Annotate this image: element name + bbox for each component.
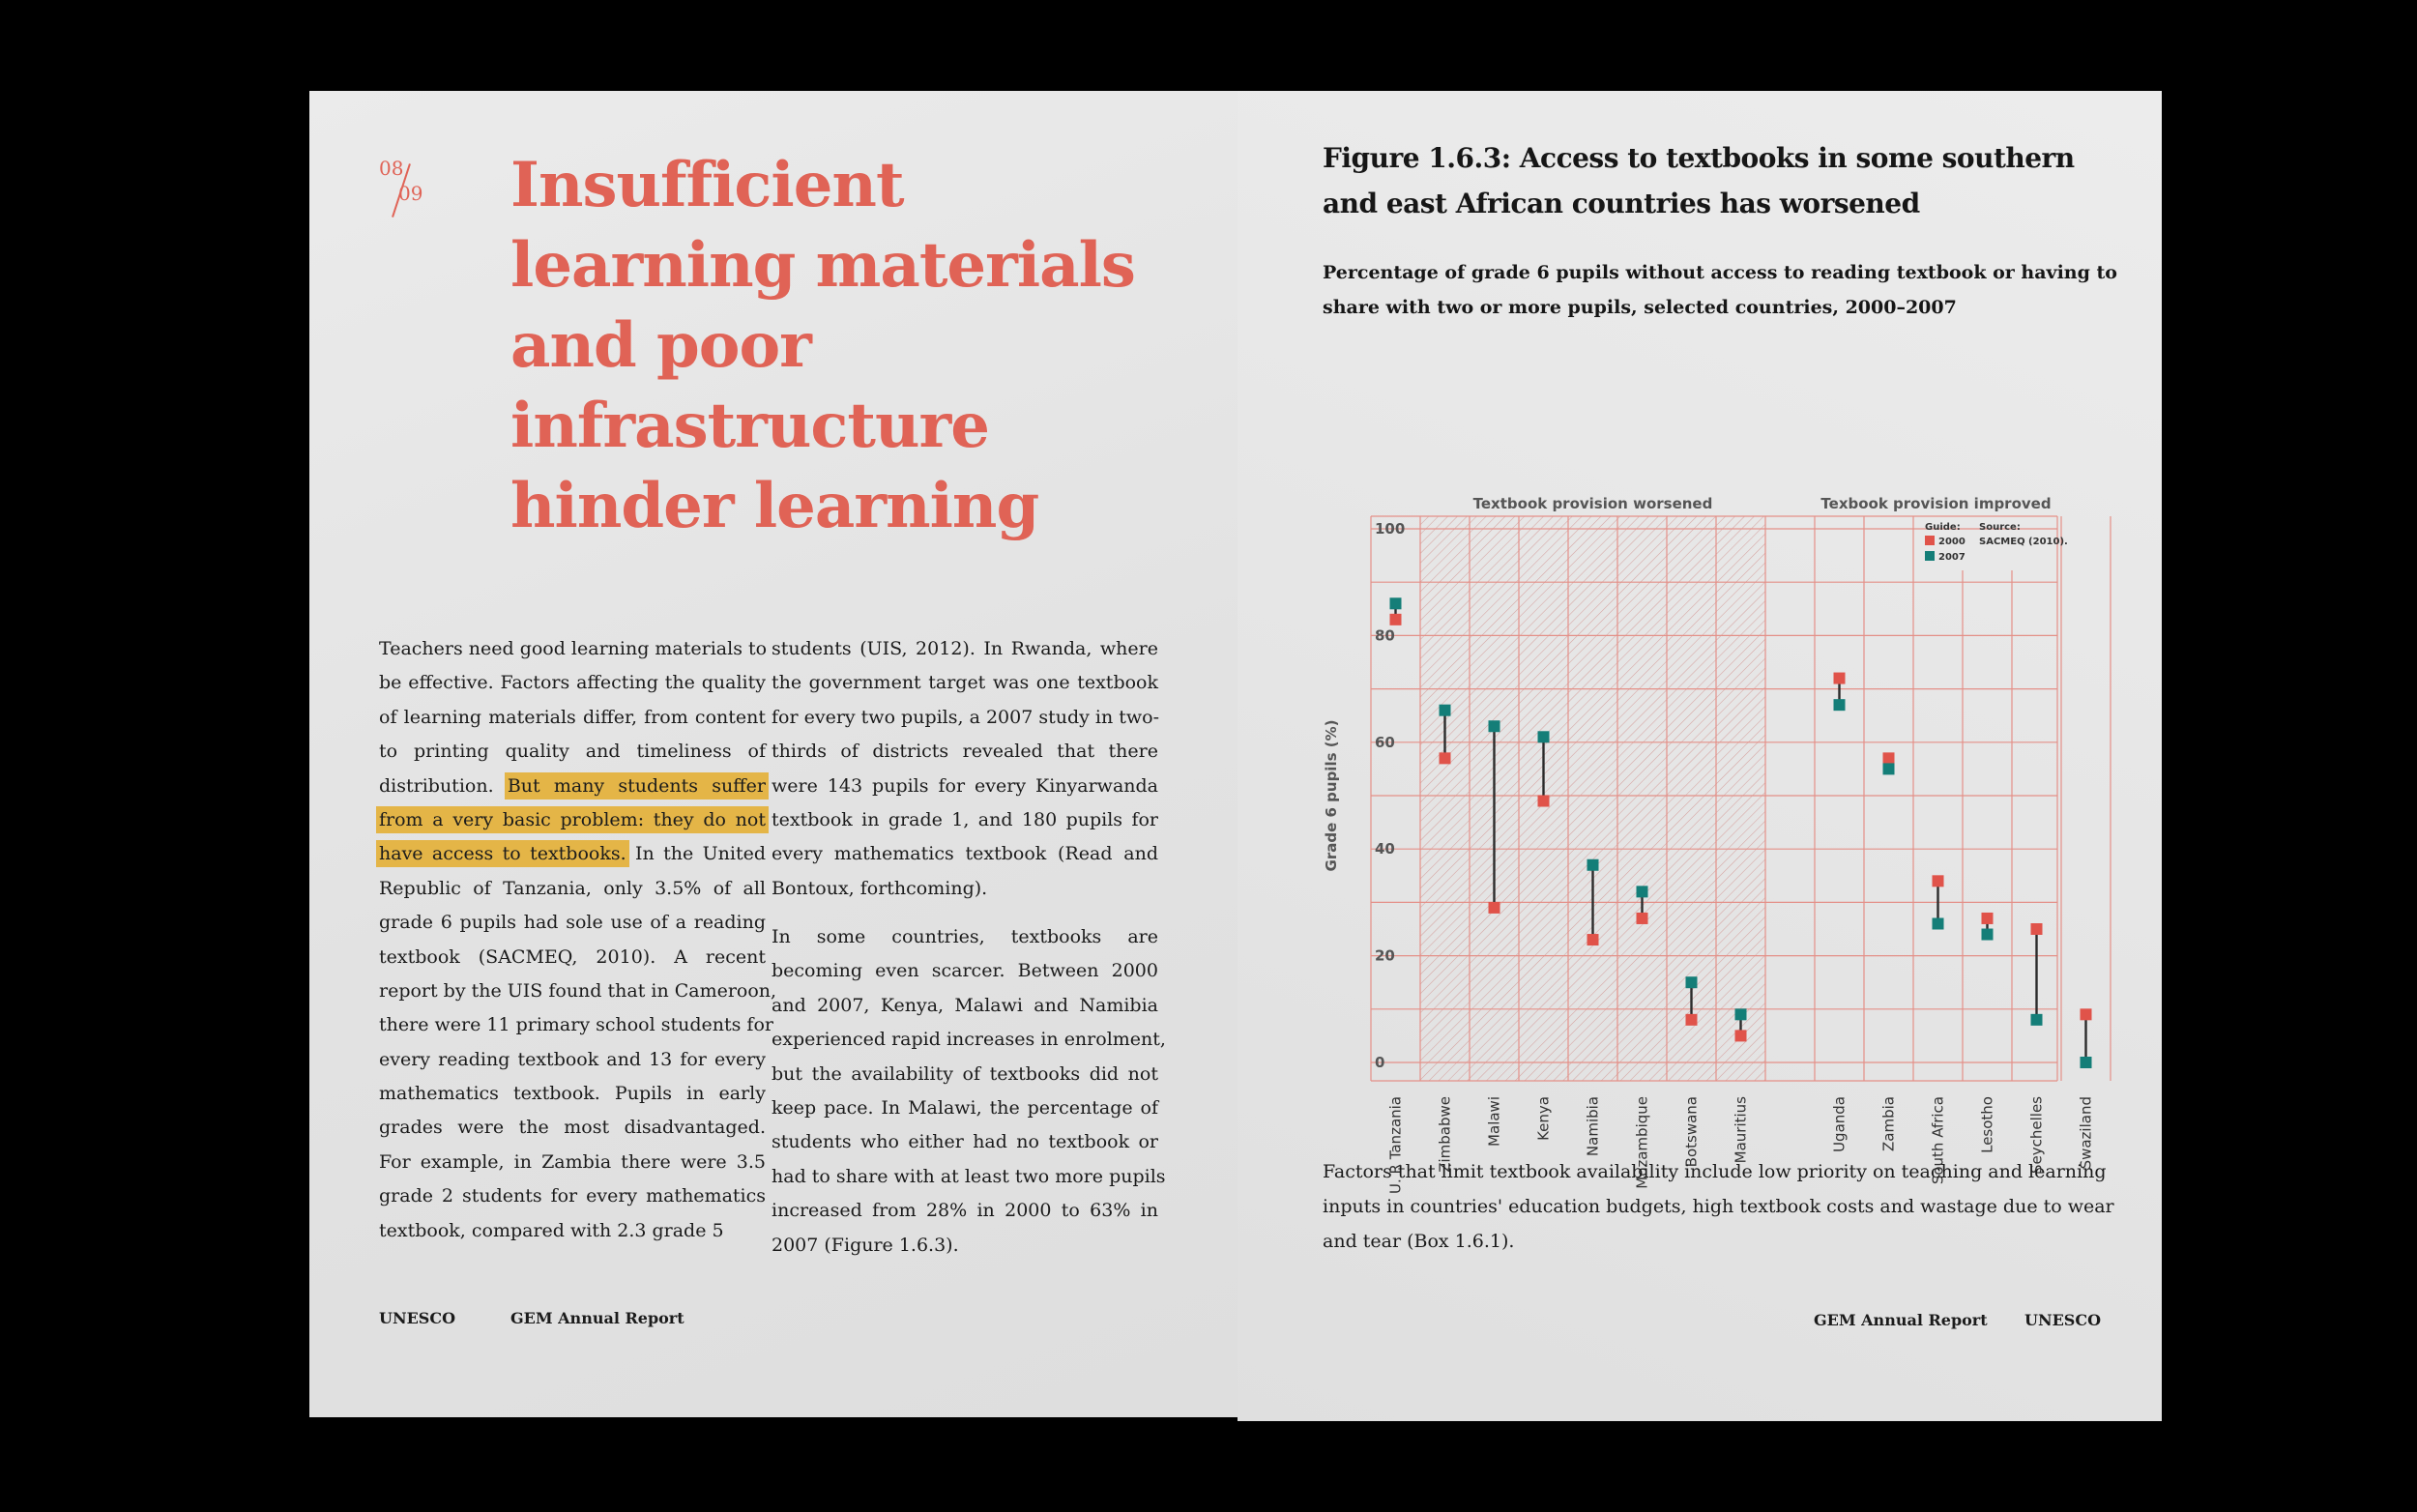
x-tick-label: Zambia (1879, 1096, 1898, 1151)
chart-background (1420, 516, 1765, 1081)
headline-line: learning materials (510, 229, 1135, 302)
x-tick-label: Kenya (1534, 1096, 1553, 1141)
page-number (379, 157, 437, 224)
left-page (309, 91, 1238, 1417)
x-tick-label: Lesotho (1978, 1096, 1996, 1153)
x-tick-label: Malawi (1485, 1096, 1503, 1147)
x-tick-label: Mauritius (1732, 1096, 1750, 1164)
point-2000 (1538, 796, 1550, 807)
y-tick-label: 80 (1375, 626, 1395, 645)
point-2007 (1686, 976, 1698, 988)
body-line: students (UIS, 2012). In Rwanda, where (772, 638, 1158, 659)
group-label-worsened: Textbook provision worsened (1472, 495, 1713, 512)
point-2007 (1587, 859, 1599, 871)
body-line: textbook in grade 1, and 180 pupils for (772, 808, 1158, 830)
headline-line: hinder learning (510, 470, 1039, 542)
point-2007 (1390, 597, 1402, 609)
headline-line: and poor (510, 309, 811, 382)
x-tick-label: South Africa (1929, 1096, 1947, 1185)
body-column-2-paragraph-2 (772, 920, 1166, 1263)
body-line: and 2007, Kenya, Malawi and Namibia (772, 994, 1158, 1016)
headline (510, 145, 1187, 546)
figure-title (1323, 135, 2096, 226)
legend-source-label: Source: (1979, 522, 2021, 533)
body-line: for every two pupils, a 2007 study in two- (772, 706, 1160, 728)
x-tick-label: Seychelles (2027, 1096, 2046, 1174)
body-line: report by the UIS found that in Cameroon, (379, 979, 777, 1002)
x-tick-label: Uganda (1830, 1096, 1849, 1152)
figure-title-line: and east African countries has worsened (1323, 188, 1920, 219)
footer-org: UNESCO (2024, 1311, 2101, 1329)
body-line: thirds of districts revealed that there (772, 741, 1158, 763)
figure-caption (1323, 1154, 2115, 1259)
body-line: the government target was one textbook (772, 672, 1158, 694)
body-line: For example, in Zambia there were 3.5 (379, 1150, 766, 1173)
y-tick-label: 60 (1375, 733, 1395, 751)
point-2007 (1637, 886, 1648, 897)
y-tick-label: 0 (1375, 1054, 1385, 1071)
footer-report: GEM Annual Report (510, 1309, 684, 1327)
legend-label-2000: 2000 (1938, 537, 1966, 547)
point-2007 (1834, 699, 1846, 711)
point-2000 (1834, 673, 1846, 684)
legend-guide-label: Guide: (1925, 522, 1961, 533)
body-line: mathematics textbook. Pupils in early (379, 1083, 766, 1105)
legend-label-2007: 2007 (1938, 552, 1966, 563)
page-number-current: 08 (379, 157, 404, 180)
body-line: Republic of Tanzania, only 3.5% of all (379, 877, 766, 899)
legend-swatch-2000 (1925, 536, 1935, 545)
highlighted-text: from a very basic problem: they do not (379, 808, 766, 830)
point-2007 (2031, 1014, 2043, 1026)
y-tick-label: 20 (1375, 946, 1395, 965)
body-line: had to share with at least two more pupils (772, 1165, 1166, 1187)
body-line: students who either had no textbook or (772, 1131, 1158, 1153)
body-line: Bontoux, forthcoming). (772, 877, 988, 899)
body-line: of learning materials differ, from content (379, 706, 766, 728)
point-2007 (1735, 1008, 1747, 1020)
x-tick-label: Botswana (1682, 1096, 1701, 1168)
point-2007 (1538, 731, 1550, 742)
body-line (379, 837, 766, 871)
body-line (379, 770, 766, 803)
body-column-1 (379, 632, 777, 1248)
y-tick-label: 100 (1375, 520, 1406, 538)
body-line: textbook, compared with 2.3 grade 5 (379, 1219, 724, 1241)
body-line: Teachers need good learning materials to (379, 638, 768, 659)
caption-line: Factors that limit textbook availability include low priority on teaching and learning (1323, 1161, 2107, 1182)
point-2000 (2031, 923, 2043, 935)
body-line: 2007 (Figure 1.6.3). (772, 1234, 959, 1256)
figure-subtitle (1323, 255, 2115, 325)
body-line: becoming even scarcer. Between 2000 (772, 960, 1158, 982)
caption-line: inputs in countries' education budgets, high textbook costs and wastage due to wear (1323, 1196, 2114, 1217)
body-line: every reading textbook and 13 for every (379, 1048, 766, 1070)
point-2000 (1637, 913, 1648, 924)
point-2000 (1390, 614, 1402, 625)
x-tick-label: Namibia (1584, 1096, 1602, 1157)
body-line: to printing quality and timeliness of (379, 741, 766, 763)
group-label-improved: Texbook provision improved (1820, 495, 2052, 512)
body-line: there were 11 primary school students for (379, 1014, 773, 1036)
body-line: every mathematics textbook (Read and (772, 843, 1158, 865)
point-2000 (2081, 1008, 2092, 1020)
point-2007 (1489, 720, 1500, 732)
figure-title-line: Figure 1.6.3: Access to textbooks in some southern (1323, 142, 2075, 174)
figure-subtitle-line: Percentage of grade 6 pupils without access to reading textbook or having to (1323, 262, 2117, 283)
point-2007 (1982, 929, 1994, 941)
body-line: In some countries, textbooks are (772, 926, 1158, 947)
worsened-hatch-area (1420, 516, 1765, 1081)
x-tick-label: Zimbabwe (1436, 1096, 1454, 1173)
footer-report: GEM Annual Report (1814, 1311, 1988, 1329)
point-2000 (1933, 875, 1944, 887)
point-2007 (1440, 705, 1451, 716)
right-page (1238, 91, 2162, 1421)
point-2000 (1735, 1030, 1747, 1041)
body-line (379, 803, 766, 837)
y-axis-label: Grade 6 pupils (%) (1323, 719, 1340, 872)
page-number-next: 09 (398, 182, 423, 205)
body-line: be effective. Factors affecting the quality (379, 672, 766, 694)
body-line: textbook (SACMEQ, 2010). A recent (379, 945, 766, 968)
body-line: keep pace. In Malawi, the percentage of (772, 1096, 1158, 1119)
point-2000 (1587, 934, 1599, 945)
caption-line: and tear (Box 1.6.1). (1323, 1231, 1515, 1252)
point-2000 (1440, 752, 1451, 764)
body-line: grades were the most disadvantaged. (379, 1117, 766, 1139)
body-line: were 143 pupils for every Kinyarwanda (772, 774, 1158, 797)
point-2000 (1489, 902, 1500, 914)
point-2007 (1883, 763, 1895, 774)
headline-line: Insufficient (510, 149, 904, 221)
x-tick-label: Mozambique (1633, 1096, 1651, 1189)
point-2007 (1933, 917, 1944, 929)
body-line: grade 2 students for every mathematics (379, 1185, 766, 1207)
highlighted-text: But many students suffer (507, 774, 767, 797)
chart-legend (1925, 522, 2068, 563)
body-line: but the availability of textbooks did not (772, 1062, 1158, 1085)
point-2000 (1686, 1014, 1698, 1026)
point-2007 (2081, 1057, 2092, 1068)
body-text: In the United (635, 843, 766, 865)
figure-subtitle-line: share with two or more pupils, selected countries, 2000–2007 (1323, 297, 1957, 318)
body-text: distribution. (379, 774, 494, 797)
legend-source-text: SACMEQ (2010). (1979, 537, 2068, 547)
y-tick-label: 40 (1375, 840, 1395, 858)
point-2000 (1982, 913, 1994, 924)
body-line: grade 6 pupils had sole use of a reading (379, 912, 766, 934)
body-line: experienced rapid increases in enrolment, (772, 1029, 1166, 1051)
body-column-2 (772, 632, 1158, 906)
body-line: increased from 28% in 2000 to 63% in (772, 1200, 1158, 1222)
highlighted-text: have access to textbooks. (379, 843, 626, 865)
point-2000 (1883, 752, 1895, 764)
headline-line: infrastructure (510, 390, 989, 462)
legend-swatch-2007 (1925, 551, 1935, 561)
x-tick-label: Swaziland (2077, 1096, 2095, 1170)
x-tick-label: U. R Tanzania (1386, 1096, 1405, 1195)
footer-org: UNESCO (379, 1309, 455, 1327)
